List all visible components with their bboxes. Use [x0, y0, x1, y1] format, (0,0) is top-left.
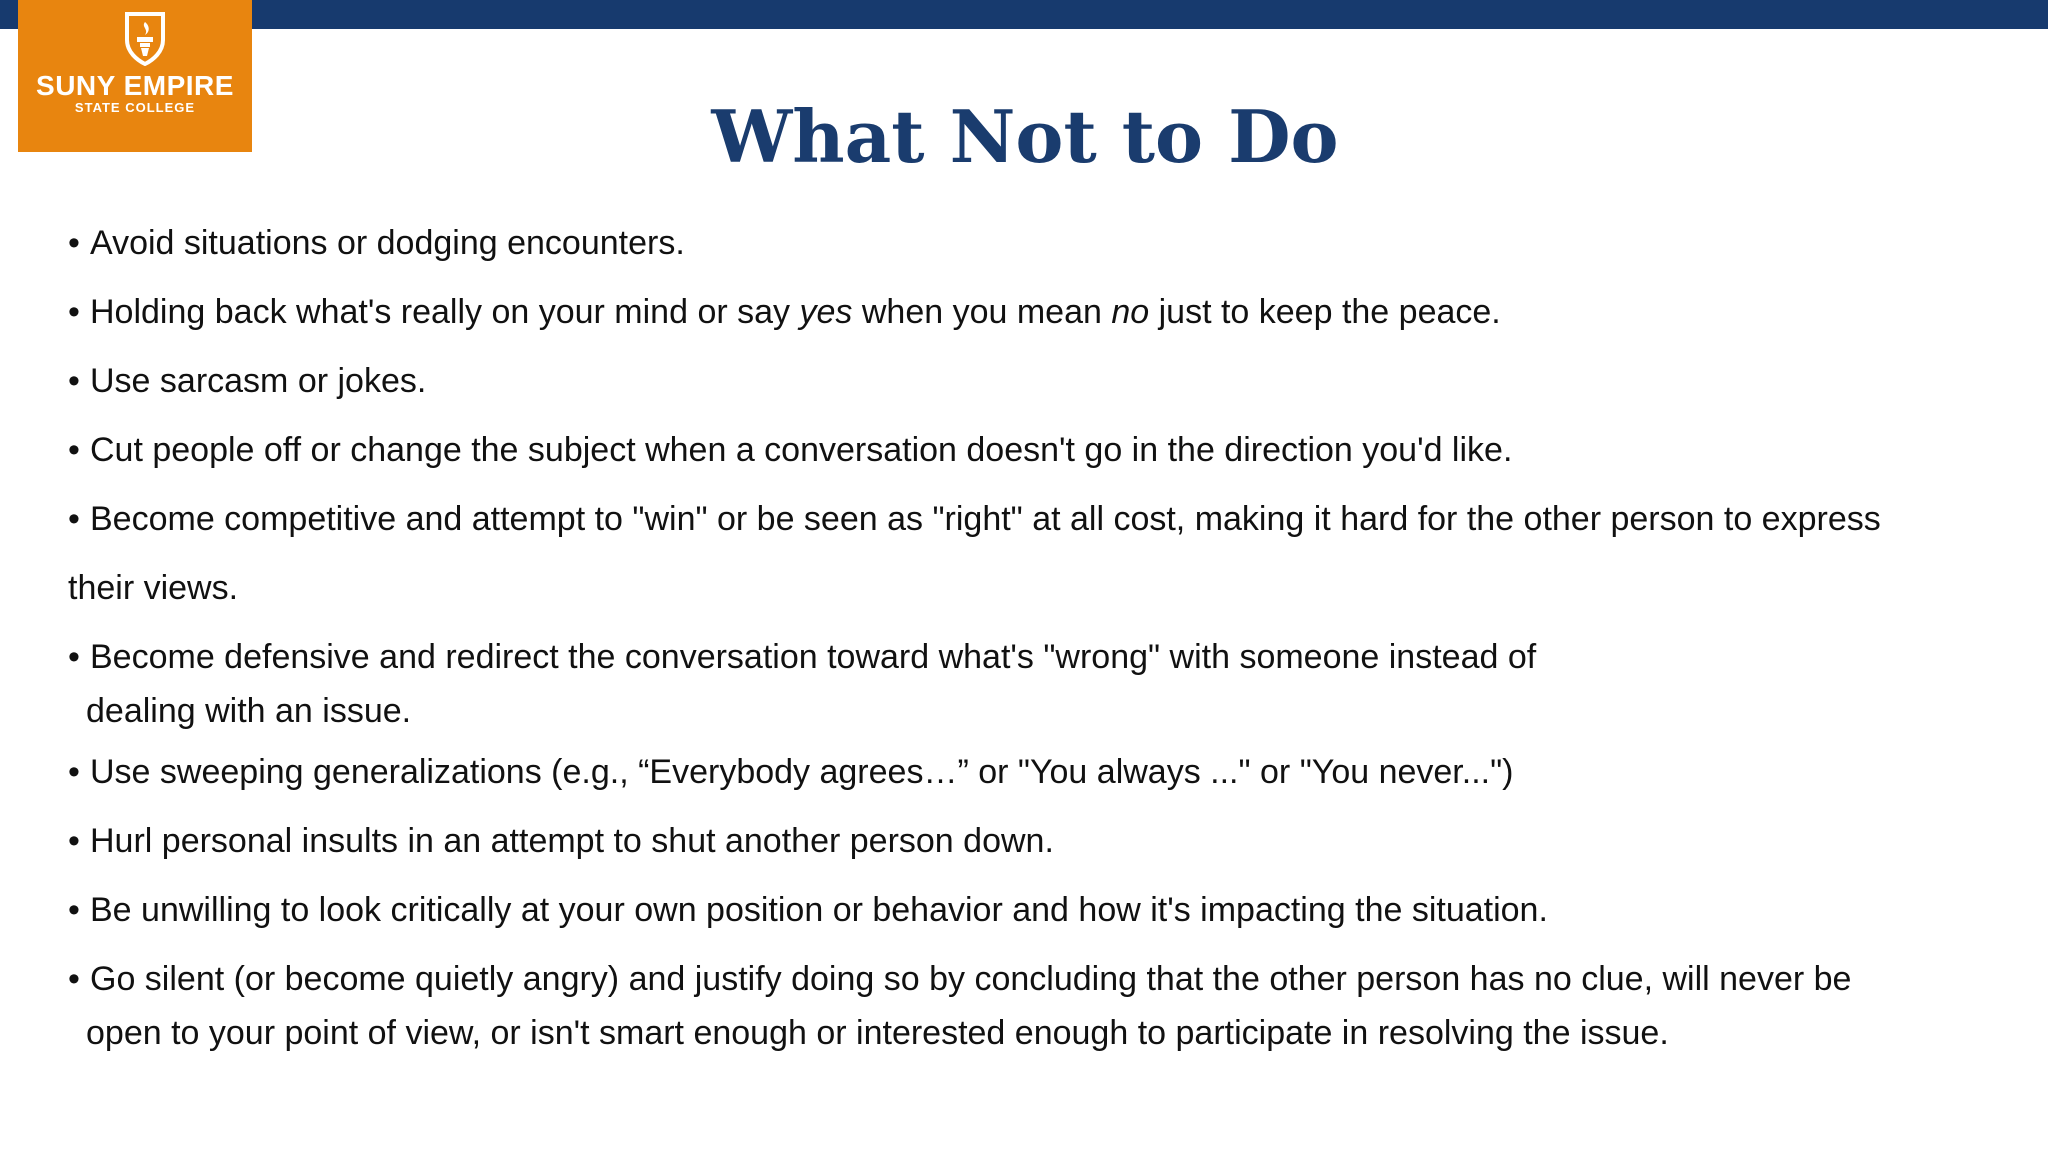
list-item: • Use sweeping generalizations (e.g., “Everybody agrees…” or "You always ..." or "You never...") — [68, 753, 1514, 791]
list-item: • Avoid situations or dodging encounters. — [68, 224, 685, 262]
list-item: • Hurl personal insults in an attempt to shut another person down. — [68, 822, 1054, 860]
list-item: • Become competitive and attempt to "win" or be seen as "right" at all cost, making it hard for the other person to express — [68, 500, 1881, 538]
list-item-continuation: their views. — [68, 569, 239, 607]
list-item: • Use sarcasm or jokes. — [68, 362, 427, 400]
logo-name: SUNY EMPIRE — [36, 70, 234, 101]
list-item: • Become defensive and redirect the conversation toward what's "wrong" with someone instead of — [68, 638, 1537, 676]
college-logo — [18, 0, 252, 152]
list-item: • Cut people off or change the subject when a conversation doesn't go in the direction you'd like. — [68, 431, 1513, 469]
slide-title: What Not to Do — [711, 94, 1339, 179]
header-bar — [0, 0, 2048, 29]
list-item-continuation: dealing with an issue. — [86, 692, 412, 730]
list-item-continuation: open to your point of view, or isn't smart enough or interested enough to participate in resolving the issue. — [86, 1014, 1669, 1052]
list-item: • Holding back what's really on your mind or say yes when you mean no just to keep the peace. — [68, 293, 1501, 331]
list-item: • Be unwilling to look critically at your own position or behavior and how it's impacting the situation. — [68, 891, 1548, 929]
logo-subtitle: STATE COLLEGE — [74, 100, 196, 115]
list-item: • Go silent (or become quietly angry) and justify doing so by concluding that the other person has no clue, will never be — [68, 960, 1852, 998]
torch-shield-icon — [121, 10, 169, 66]
